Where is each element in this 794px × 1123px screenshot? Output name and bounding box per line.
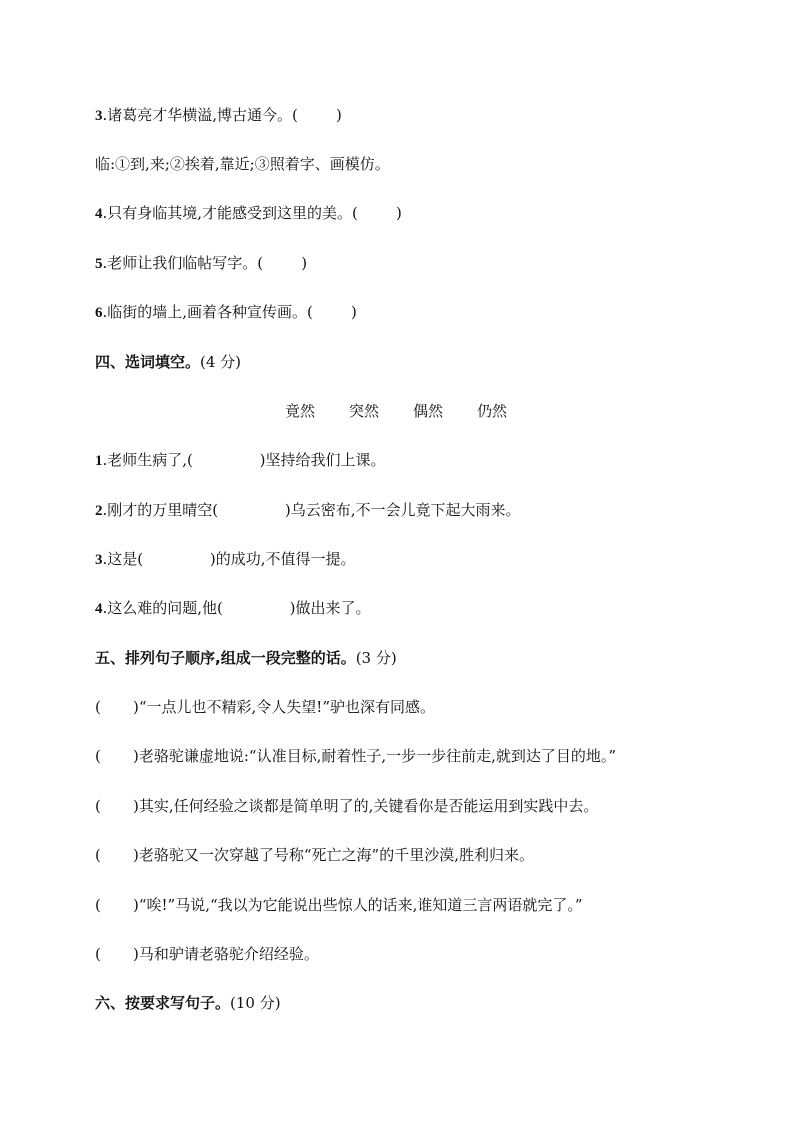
item-text: .这是( )的成功,不值得一提。	[102, 550, 356, 568]
ordering-item	[95, 845, 534, 865]
sentence-text: )马和驴请老骆驼介绍经验。	[133, 945, 319, 963]
word-option: 竟然	[285, 402, 316, 420]
item-number: 4	[95, 601, 103, 617]
item-text: .刚才的万里晴空( )乌云密布,不一会儿竟下起大雨来。	[102, 501, 521, 519]
word-option: 仍然	[477, 402, 508, 420]
item-text: .只有身临其境,才能感受到这里的美。( )	[102, 204, 402, 222]
item-number: 6	[95, 305, 103, 321]
ordering-item	[95, 697, 435, 717]
section-score: (4 分)	[200, 353, 242, 371]
sentence-text: )“唉!”马说,“我以为它能说出些惊人的话来,谁知道三言两语就完了。”	[133, 896, 583, 914]
sentence-text: )其实,任何经验之谈都是简单明了的,关键看你是否能运用到实践中去。	[133, 797, 599, 815]
answer-blank: (	[95, 698, 101, 716]
question-item	[95, 105, 342, 126]
item-text: .这么难的问题,他( )做出来了。	[102, 599, 371, 617]
section-title: 四、选词填空。	[95, 353, 201, 371]
word-option: 突然	[349, 402, 380, 420]
section-heading	[95, 993, 281, 1013]
item-number: 1	[95, 453, 103, 469]
question-item	[95, 450, 386, 471]
item-number: 3	[95, 552, 103, 568]
answer-blank: (	[95, 945, 101, 963]
question-item	[95, 549, 356, 570]
ordering-item	[95, 796, 598, 816]
answer-blank: (	[95, 797, 101, 815]
sentence-text: )老骆驼又一次穿越了号称“死亡之海”的千里沙漠,胜利归来。	[133, 846, 534, 864]
item-number: 3	[95, 108, 103, 124]
item-text: .老师生病了,( )坚持给我们上课。	[102, 451, 386, 469]
section-score: (10 分)	[230, 994, 281, 1012]
item-number: 5	[95, 256, 103, 272]
item-text: .老师让我们临帖写字。( )	[102, 254, 308, 272]
question-item	[95, 302, 357, 323]
question-item	[95, 598, 371, 619]
sentence-text: )“一点儿也不精彩,令人失望!”驴也深有同感。	[133, 698, 435, 716]
item-number: 2	[95, 503, 103, 519]
word-bank	[285, 401, 541, 421]
word-option: 偶然	[413, 402, 444, 420]
item-number: 4	[95, 206, 103, 222]
question-item	[95, 500, 521, 521]
ordering-item	[95, 895, 583, 915]
question-item	[95, 253, 307, 274]
item-text: .临街的墙上,画着各种宣传画。( )	[102, 303, 357, 321]
item-text: .诸葛亮才华横溢,博古通今。( )	[102, 106, 342, 124]
section-score: (3 分)	[355, 649, 397, 667]
sentence-text: )老骆驼谦虚地说:“认准目标,耐着性子,一步一步往前走,就到达了目的地。”	[133, 747, 617, 765]
answer-blank: (	[95, 846, 101, 864]
section-heading	[95, 648, 397, 668]
answer-blank: (	[95, 896, 101, 914]
ordering-item	[95, 746, 616, 766]
definition-line	[95, 154, 390, 174]
section-heading	[95, 352, 241, 372]
definition-text: 临:①到,来;②挨着,靠近;③照着字、画模仿。	[95, 155, 390, 173]
answer-blank: (	[95, 747, 101, 765]
ordering-item	[95, 944, 319, 964]
question-item	[95, 203, 402, 224]
section-title: 六、按要求写句子。	[95, 994, 231, 1012]
section-title: 五、排列句子顺序,组成一段完整的话。	[95, 649, 356, 667]
